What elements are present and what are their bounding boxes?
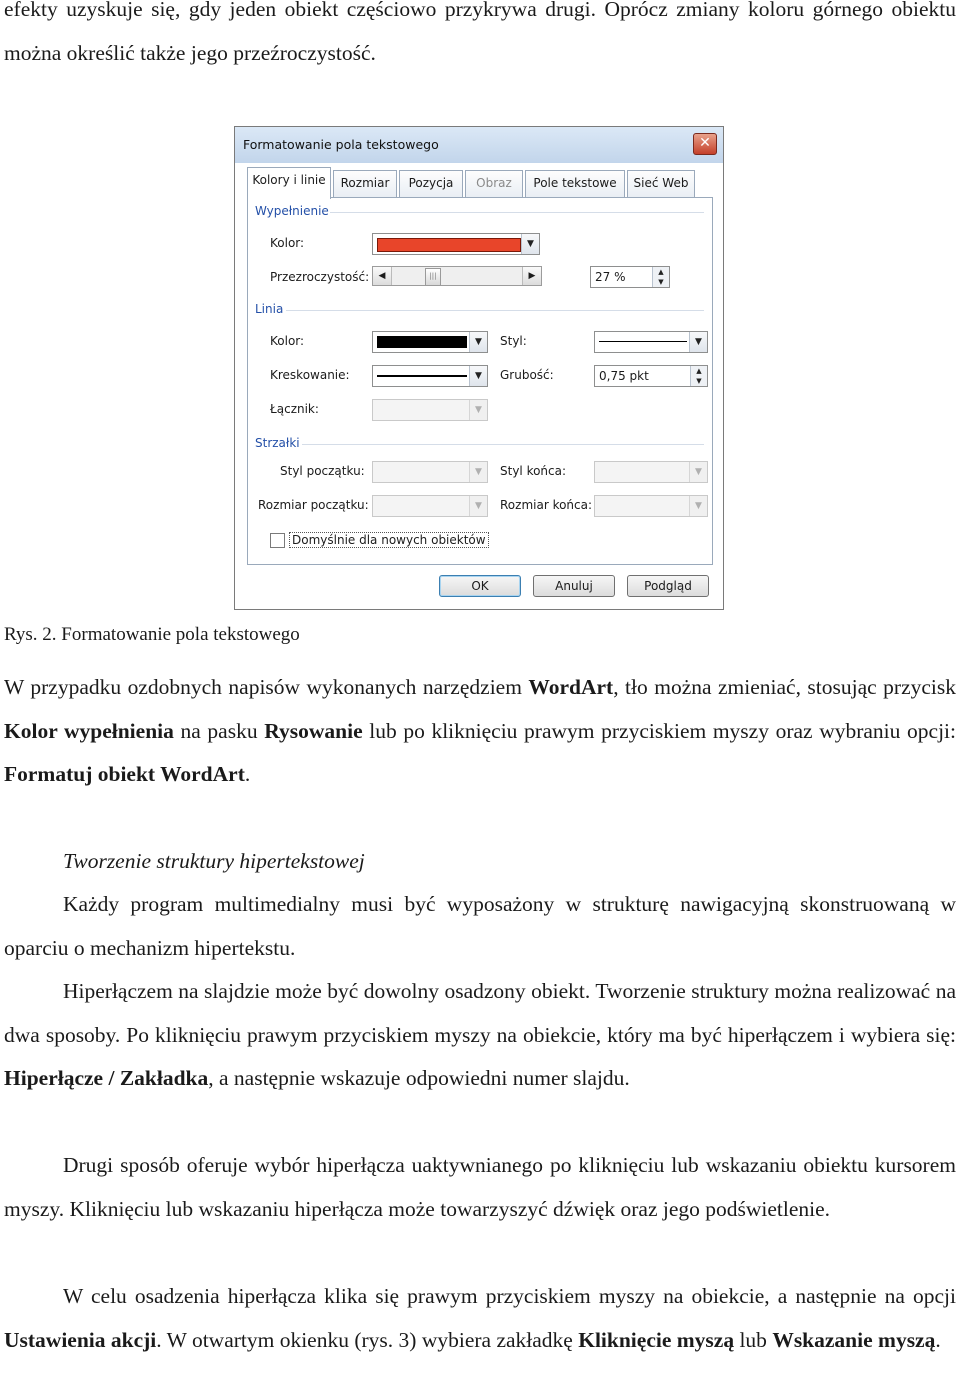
connector-dropdown: [372, 399, 488, 421]
tab-text-box[interactable]: Pole tekstowe: [525, 170, 625, 197]
spinner[interactable]: [690, 366, 707, 386]
bold-term: WordArt: [528, 675, 614, 699]
fill-color-dropdown[interactable]: [372, 233, 540, 255]
tab-panel: [247, 197, 713, 565]
chevron-down-icon[interactable]: ▼: [469, 332, 487, 352]
dialog-titlebar: [235, 127, 723, 163]
transparency-slider[interactable]: [372, 266, 542, 286]
arrows-group-label: Strzałki: [255, 436, 300, 450]
down-icon[interactable]: ▼: [696, 377, 702, 385]
weight-value: 0,75 pkt: [599, 369, 649, 383]
slider-thumb[interactable]: |||: [425, 268, 441, 286]
fill-color-label: Kolor:: [270, 236, 305, 250]
dash-label: Kreskowanie:: [270, 368, 350, 382]
tab-colors-lines[interactable]: Kolory i linie: [247, 167, 331, 199]
cancel-button[interactable]: Anuluj: [533, 575, 615, 597]
dash-dropdown[interactable]: [372, 365, 488, 387]
text-span: na pasku: [173, 718, 265, 743]
paragraph-2: [4, 970, 956, 1101]
chevron-down-icon[interactable]: ▼: [469, 366, 487, 386]
connector-label: Łącznik:: [270, 402, 319, 416]
text-span: lub po kliknięciu prawym przyciskiem myszy oraz wybraniu opcji:: [362, 718, 956, 743]
divider: [302, 444, 704, 445]
paragraph-1: Każdy program multimedialny musi być wyposażony w strukturę nawigacyjną skonstruowaną w oparciu o mechanizm hipertekstu.: [4, 892, 956, 960]
ok-button[interactable]: OK: [439, 575, 521, 597]
intro-paragraph: efekty uzyskuje się, gdy jeden obiekt częściowo przykrywa drugi. Oprócz zmiany koloru górnego obiektu można określić także jego przeźroczystość.: [4, 0, 956, 65]
begin-size-dropdown: [372, 495, 488, 517]
text-span: Hiperłączem na slajdzie może być dowolny osadzony obiekt. Tworzenie struktury można realizować na dwa sposoby. Po kliknięciu prawym przyciskiem myszy na obiekcie, który ma być hiperłączem i wybiera się:: [4, 979, 956, 1047]
text-span: .: [935, 1327, 941, 1352]
line-group-label: Linia: [255, 302, 284, 316]
chevron-down-icon: ▼: [469, 400, 487, 420]
paragraph-4: [4, 1275, 956, 1362]
dash-preview: [377, 375, 467, 377]
up-icon[interactable]: ▲: [658, 268, 664, 276]
text-span: W celu osadzenia hiperłącza klika się prawym przyciskiem myszy na obiekcie, a następnie na opcji: [63, 1284, 956, 1308]
paragraph-3: Drugi sposób oferuje wybór hiperłącza uaktywnianego po kliknięciu lub wskazaniu obiektu kursorem myszy. Kliknięciu lub wskazaniu hiperłącza może towarzyszyć dźwięk oraz jego podświetlenie.: [4, 1153, 956, 1221]
transparency-label: Przezroczystość:: [270, 270, 370, 284]
chevron-down-icon: ▼: [469, 462, 487, 482]
weight-input[interactable]: [594, 365, 708, 387]
divider: [286, 310, 704, 311]
fill-color-swatch: [377, 238, 521, 252]
begin-style-dropdown: [372, 461, 488, 483]
chevron-down-icon: ▼: [689, 496, 707, 516]
spinner[interactable]: [652, 267, 669, 287]
default-checkbox[interactable]: [270, 533, 285, 548]
tab-picture: Obraz: [465, 170, 523, 197]
down-icon[interactable]: ▼: [658, 278, 664, 286]
tab-position[interactable]: Pozycja: [399, 170, 463, 197]
text-span: lub: [734, 1327, 773, 1352]
line-style-dropdown[interactable]: [594, 331, 708, 353]
text-span: . W otwartym okienku (rys. 3) wybiera zakładkę: [156, 1327, 579, 1352]
style-label: Styl:: [500, 334, 527, 348]
end-style-label: Styl końca:: [500, 464, 567, 478]
transparency-value: 27 %: [595, 270, 626, 284]
end-size-dropdown: [594, 495, 708, 517]
text-span: W przypadku ozdobnych napisów wykonanych narzędziem: [4, 675, 529, 699]
bold-term: Ustawienia akcji: [4, 1327, 157, 1352]
bold-term: Hiperłącze / Zakładka: [4, 1066, 209, 1090]
line-color-label: Kolor:: [270, 334, 305, 348]
weight-label: Grubość:: [500, 368, 554, 382]
close-icon[interactable]: ✕: [693, 133, 717, 155]
end-style-dropdown: [594, 461, 708, 483]
up-icon[interactable]: ▲: [696, 367, 702, 375]
chevron-down-icon[interactable]: ▼: [689, 332, 707, 352]
line-color-swatch: [377, 336, 467, 348]
bold-term: Kliknięcie myszą: [578, 1327, 735, 1352]
default-checkbox-label[interactable]: Domyślnie dla nowych obiektów: [289, 532, 489, 548]
format-textbox-dialog: [234, 126, 724, 610]
transparency-input[interactable]: [590, 266, 670, 288]
chevron-down-icon: ▼: [689, 462, 707, 482]
figure-caption: Rys. 2. Formatowanie pola tekstowego: [4, 624, 300, 645]
bold-term: Rysowanie: [264, 718, 363, 743]
text-span: , a następnie wskazuje odpowiedni numer slajdu.: [208, 1066, 630, 1090]
preview-button[interactable]: Podgląd: [627, 575, 709, 597]
chevron-down-icon[interactable]: ▼: [521, 234, 539, 254]
end-size-label: Rozmiar końca:: [500, 498, 593, 512]
fill-group-label: Wypełnienie: [255, 204, 329, 218]
wordart-paragraph: [4, 666, 956, 797]
slider-right-icon[interactable]: ▶: [522, 267, 541, 285]
line-color-dropdown[interactable]: [372, 331, 488, 353]
bold-term: Formatuj obiekt WordArt: [4, 762, 245, 786]
begin-size-label: Rozmiar początku:: [258, 498, 369, 512]
section-heading: Tworzenie struktury hipertekstowej: [63, 849, 365, 873]
text-span: , tło można zmieniać, stosując przycisk: [613, 675, 957, 699]
dialog-title: Formatowanie pola tekstowego: [243, 137, 439, 152]
divider: [330, 212, 704, 213]
bold-term: Wskazanie myszą: [772, 1327, 936, 1352]
line-style-preview: [599, 341, 687, 342]
slider-left-icon[interactable]: ◀: [373, 267, 392, 285]
begin-style-label: Styl początku:: [280, 464, 365, 478]
tab-size[interactable]: Rozmiar: [333, 170, 397, 197]
tab-web[interactable]: Sieć Web: [627, 170, 695, 197]
text-span: .: [244, 762, 251, 786]
bold-term: Kolor wypełnienia: [4, 718, 174, 743]
chevron-down-icon: ▼: [469, 496, 487, 516]
